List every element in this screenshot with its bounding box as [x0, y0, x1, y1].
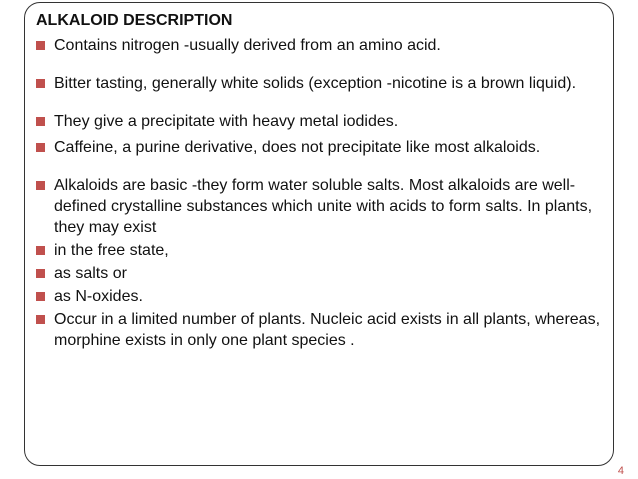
bullet-text: Caffeine, a purine derivative, does not precipitate like most alkaloids. — [54, 139, 541, 156]
bullet-text: They give a precipitate with heavy metal iodides. — [54, 113, 399, 130]
bullet-item — [36, 263, 614, 284]
square-bullet-icon — [36, 315, 45, 324]
bullet-item — [36, 111, 614, 132]
bullet-item — [36, 286, 614, 307]
bullet-text: Alkaloids are basic -they form water soluble salts. Most alkaloids are well-defined crystalline substances which unite with acids to form salts. In plants, they may exist — [54, 177, 593, 236]
square-bullet-icon — [36, 292, 45, 301]
bullet-text: as salts or — [54, 265, 127, 282]
page-number: 4 — [617, 465, 624, 477]
bullet-item — [36, 175, 614, 238]
bullet-item — [36, 137, 614, 158]
bullet-item — [36, 309, 614, 351]
square-bullet-icon — [36, 143, 45, 152]
square-bullet-icon — [36, 246, 45, 255]
square-bullet-icon — [36, 117, 45, 126]
bullet-text: Contains nitrogen -usually derived from an amino acid. — [54, 37, 441, 54]
bullet-item — [36, 240, 614, 261]
slide-title: ALKALOID DESCRIPTION — [36, 12, 233, 29]
bullet-item — [36, 35, 614, 56]
bullet-item — [36, 73, 614, 94]
square-bullet-icon — [36, 79, 45, 88]
square-bullet-icon — [36, 41, 45, 50]
slide-content — [36, 10, 614, 351]
square-bullet-icon — [36, 269, 45, 278]
square-bullet-icon — [36, 181, 45, 190]
bullet-text: in the free state, — [54, 242, 169, 259]
bullet-text: Occur in a limited number of plants. Nucleic acid exists in all plants, whereas, morphine exists in only one plant species . — [54, 311, 601, 349]
bullet-text: Bitter tasting, generally white solids (exception -nicotine is a brown liquid). — [54, 75, 577, 92]
bullet-text: as N-oxides. — [54, 288, 143, 305]
